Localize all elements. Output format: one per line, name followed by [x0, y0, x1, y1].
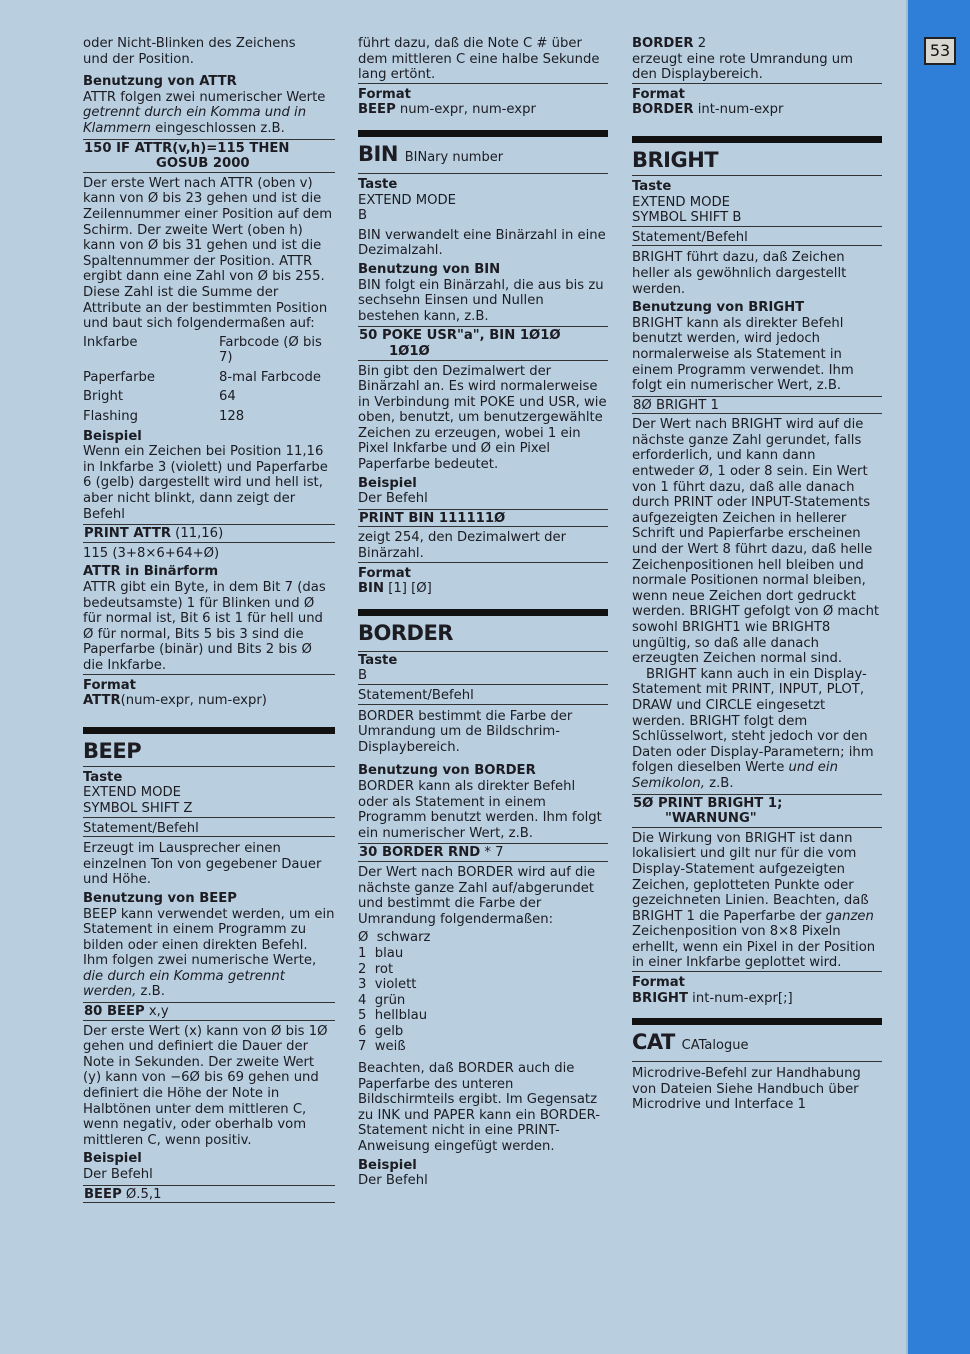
- bright-statement: Statement/Befehl: [632, 227, 882, 247]
- border-format-heading: Format: [632, 86, 685, 102]
- attr-usage-heading: Benutzung von ATTR: [83, 74, 237, 90]
- cat-description: Microdrive-Befehl zur Handhabung von Dateien Siehe Handbuch über Microdrive und Interface 1: [632, 1066, 861, 1113]
- beep-statement: Statement/Befehl: [83, 818, 335, 838]
- beep-usage-heading: Benutzung von BEEP: [83, 890, 237, 906]
- beep-format-heading: Format: [358, 86, 411, 102]
- list-item: 2 rot: [358, 961, 394, 977]
- border-title: BORDER: [358, 620, 453, 645]
- border-example-code: BORDER 2: [632, 36, 707, 51]
- table-label: Flashing: [83, 409, 138, 425]
- bin-usage-text: BIN folgt ein Binärzahl, die aus bis zu sechsehn Einsen und Nullen bestehen kann, z.B.: [358, 277, 604, 324]
- example-heading: Beispiel: [83, 428, 142, 444]
- bright-format-heading: Format: [632, 975, 685, 991]
- code-print-bin: PRINT BIN 111111Ø: [358, 509, 608, 528]
- border-note: Beachten, daß BORDER auch die Paperfarbe des unteren Bildschirmteils ergibt. Im Gegensatz zu INK und PAPER kann ein BORDER-Statement nicht in eine PRINT-Anweisung eingefügt werden.: [358, 1061, 601, 1155]
- format-heading: Format: [83, 677, 136, 693]
- section-bin: [358, 130, 608, 597]
- bin-taste-heading: Taste: [358, 176, 398, 192]
- list-item: 5 hellblau: [358, 1008, 428, 1024]
- section-bright: [632, 136, 882, 1006]
- border-description-2: Der Wert nach BORDER wird auf die nächste ganze Zahl auf/abgerundet und bestimmt die Farbe der Umrandung folgendermaßen:: [358, 864, 596, 927]
- result-text: 115 (3+8×6+64+Ø): [83, 545, 220, 561]
- attribute-table: [83, 335, 335, 425]
- border-description: BORDER bestimmt die Farbe der Umrandung um de Bildschrim-Displaybereich.: [358, 708, 573, 755]
- code-bright-1: 8Ø BRIGHT 1: [632, 396, 882, 415]
- list-item: 3 violett: [358, 977, 417, 993]
- bright-usage-text: BRIGHT kann als direkter Befehl benutzt werden, wird jedoch normalerweise als Statement in einem Programm verwendet. Ihm folgt ein numerischer Wert, z.B.: [632, 315, 854, 394]
- border-statement: Statement/Befehl: [358, 685, 608, 705]
- border-usage-heading: Benutzung von BORDER: [358, 763, 536, 779]
- table-label: Bright: [83, 389, 124, 405]
- bin-format-syntax: BIN [1] [Ø]: [358, 581, 432, 597]
- example-text: Wenn ein Zeichen bei Position 11,16 in Inkfarbe 3 (violett) und Paperfarbe 6 (gelb) dargestellt wird und hell ist, aber nicht blinkt, dann zeigt der Befehl: [83, 444, 328, 522]
- beep-example-text: Der Befehl: [83, 1167, 153, 1182]
- list-item: 4 grün: [358, 992, 406, 1008]
- column-1: [83, 36, 335, 1206]
- column-3: [632, 36, 882, 1113]
- bin-taste-1: EXTEND MODE: [358, 192, 456, 208]
- border-example-heading: Beispiel: [358, 1157, 417, 1173]
- border-usage-text: BORDER kann als direkter Befehl oder als Statement in einem Programm benutzt werden. Ihm folgt ein numerischer Wert, z.B.: [358, 778, 602, 841]
- bin-taste-2: B: [358, 208, 368, 224]
- page-number: 53: [924, 37, 956, 65]
- table-value: 128: [219, 409, 245, 425]
- attr-description: Der erste Wert nach ATTR (oben v) kann von Ø bis 23 gehen und ist die Zeilennummer einer Position auf dem Schirm. Der zweite Wert (oben h) kann von Ø bis 31 gehen und ist die Spaltennummer der Position. ATTR ergibt dann eine Zahl von Ø bis 255. Diese Zahl ist die Summe der Attribute an der bestimmten Position und baut sich folgendermaßen auf:: [83, 175, 333, 332]
- beep-title: BEEP: [83, 738, 335, 767]
- code-attr-example: 150 IF ATTR(v,h)=115 THEN GOSUB 2000: [83, 139, 335, 173]
- binary-heading: ATTR in Binärform: [83, 564, 219, 580]
- border-format-syntax: BORDER int-num-expr: [632, 102, 784, 118]
- table-value: 8-mal Farbcode: [219, 369, 321, 385]
- bright-description: BRIGHT führt dazu, daß Zeichen heller als gewöhnlich dargestellt werden.: [632, 250, 847, 297]
- bright-description-3: BRIGHT kann auch in ein Display-Statement mit PRINT, INPUT, PLOT, DRAW und CIRCLE eingesetzt werden. BRIGHT folgt dem Schlüsselwort, steht jedoch vor den Daten oder Display-Parametern; ihm folgen dieselben Werte und ein Semikolon, z.B.: [632, 666, 874, 791]
- attr-usage-text: ATTR folgen zwei numerischer Werte getrennt durch ein Komma und in Klammern eingeschlossen z.B.: [83, 89, 326, 136]
- intro-line-2: und der Position.: [83, 51, 194, 67]
- list-item: Ø schwarz: [358, 930, 431, 946]
- border-taste-1: B: [358, 668, 608, 685]
- bin-usage-heading: Benutzung von BIN: [358, 261, 501, 277]
- code-print-attr: PRINT ATTR (11,16): [83, 524, 335, 543]
- section-beep: [83, 727, 335, 1203]
- bright-description-4: Die Wirkung von BRIGHT ist dann lokalisiert und gilt nur für die vom Display-Statement aufgezeigten Zeichen, geplotteten Punkte oder gezeichneten Linien. Beachten, daß BRIGHT 1 die Paperfarbe der ganzen Zeichenposition von 8×8 Pixeln erhellt, wenn ein Pixel in der Position in einer Inkfarbe geplottet wird.: [632, 831, 882, 972]
- column-2: [358, 36, 608, 1189]
- code-poke-usr: 50 POKE USR"a", BIN 1Ø1Ø 1Ø1Ø: [358, 326, 608, 360]
- bright-taste-1: EXTEND MODE: [632, 194, 730, 210]
- intro-line-1: oder Nicht-Blinken des Zeichens: [83, 36, 296, 51]
- beep-description-2: Der erste Wert (x) kann von Ø bis 1Ø gehen und definiert die Dauer der Note in Sekunden. Der zweite Wert (y) kann von −6Ø bis 69 gehen und definiert die Höhe der Note in Halbtönen unter dem mittleren C, wenn negativ, oder oberhalb vom mittleren C, wenn positiv.: [83, 1023, 328, 1148]
- table-label: Paperfarbe: [83, 369, 155, 385]
- bright-taste-heading: Taste: [632, 178, 672, 194]
- code-beep-xy: 80 BEEP x,y: [83, 1002, 335, 1021]
- bright-usage-heading: Benutzung von BRIGHT: [632, 300, 805, 316]
- cat-title: CAT CATalogue: [632, 1029, 882, 1062]
- code-print-bright: 5Ø PRINT BRIGHT 1; "WARNUNG": [632, 794, 882, 828]
- bright-title: BRIGHT: [632, 147, 882, 176]
- table-value: 64: [219, 389, 236, 405]
- bin-example-heading: Beispiel: [358, 475, 417, 491]
- border-taste-heading: Taste: [358, 651, 608, 669]
- list-item: 6 gelb: [358, 1023, 404, 1039]
- beep-format-syntax: BEEP num-expr, num-expr: [358, 102, 536, 118]
- bin-title: BIN BINary number: [358, 141, 608, 174]
- bin-result: zeigt 254, den Dezimalwert der Binärzahl.: [358, 530, 608, 562]
- beep-description: Erzeugt im Lausprecher einen einzelnen Ton von gegebener Dauer und Höhe.: [83, 841, 322, 888]
- bright-description-2: Der Wert nach BRIGHT wird auf die nächste ganze Zahl gerundet, falls erforderlich, und kann dann entweder Ø, 1 oder 8 sein. Ein Wert von 1 führt dazu, daß alle danach durch PRINT oder INPUT-Statements aufgezeigten Zeichen in hellerer Schrift und Papierfarbe erscheinen und der Wert 8 führt dazu, daß helle Zeichenpositionen hell bleiben und normale Positionen normal bleiben, wenn neue Zeichen dort gedruckt werden. BRIGHT gefolgt von Ø macht sowohl BRIGHT1 wie BRIGHT8 ungültig, so daß alle danach erzeugten Zeichen normal sind.: [632, 417, 880, 667]
- beep-taste-heading: Taste: [83, 769, 123, 785]
- table-label: Inkfarbe: [83, 334, 138, 350]
- border-example-text: Der Befehl: [358, 1173, 428, 1189]
- section-border: [358, 609, 608, 1189]
- bright-taste-2: SYMBOL SHIFT B: [632, 210, 882, 227]
- beep-example-heading: Beispiel: [83, 1151, 142, 1167]
- code-beep-example: BEEP Ø.5,1: [83, 1185, 335, 1204]
- bright-format-syntax: BRIGHT int-num-expr[;]: [632, 990, 793, 1006]
- binary-text: ATTR gibt ein Byte, in dem Bit 7 (das bedeutsamste) 1 für Blinken und Ø für normal ist, Bit 6 ist 1 für hell und Ø für normal, Bits 5 bis 3 sind die Paperfarbe (binär) und Bits 2 bis Ø die Inkfarbe.: [83, 580, 335, 675]
- bin-example-text: Der Befehl: [358, 491, 428, 507]
- color-code-list: [358, 930, 608, 1055]
- section-cat: [632, 1018, 882, 1113]
- blue-sidebar: [908, 0, 970, 1354]
- bin-description-2: Bin gibt den Dezimalwert der Binärzahl an. Es wird normalerweise in Verbindung mit POKE und USR, wie oben, benutzt, um benutzergewählte Zeichen zu erzeugen, wobei 1 ein Pixel Inkfarbe und Ø ein Pixel Paperfarbe bedeutet.: [358, 363, 607, 473]
- beep-taste-2: SYMBOL SHIFT Z: [83, 801, 335, 818]
- beep-taste-1: EXTEND MODE: [83, 785, 181, 801]
- bin-description: BIN verwandelt eine Binärzahl in eine Dezimalzahl.: [358, 227, 606, 259]
- list-item: 1 blau: [358, 945, 404, 961]
- beep-continuation: führt dazu, daß die Note C # über dem mittleren C eine halbe Sekunde lang ertönt.: [358, 36, 608, 84]
- format-syntax: ATTR(num-expr, num-expr): [83, 693, 267, 709]
- list-item: 7 weiß: [358, 1039, 406, 1055]
- border-example-result: erzeugt eine rote Umrandung um den Displaybereich.: [632, 52, 882, 84]
- code-border-rnd: 30 BORDER RND * 7: [358, 843, 608, 862]
- beep-usage-text: BEEP kann verwendet werden, um ein Statement in einem Programm zu bilden oder einen direkten Befehl. Ihm folgen zwei numerische Werte, die durch ein Komma getrennt werden, z.B.: [83, 906, 335, 1000]
- bin-format-heading: Format: [358, 565, 411, 581]
- table-value: Farbcode (Ø bis 7): [219, 334, 322, 366]
